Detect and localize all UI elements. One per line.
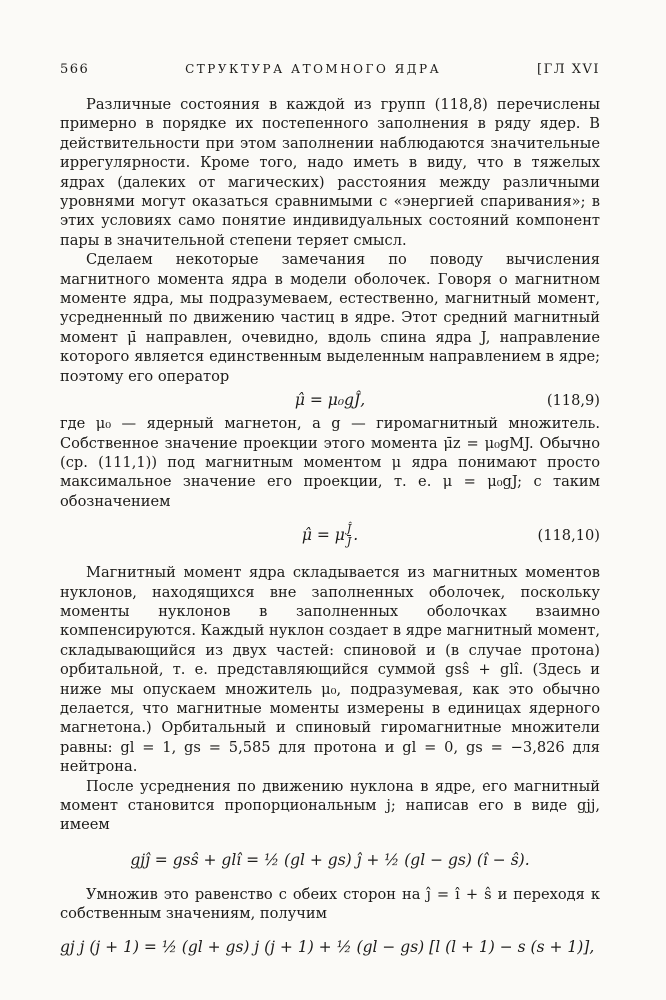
equation-118-9 xyxy=(60,388,600,412)
paragraph-6: Умножив это равенство с обеих сторон на ĵ = î + ŝ и переходя к собственным значениям, получим xyxy=(60,885,600,923)
equation-118-9-number: (118,9) xyxy=(546,391,600,409)
equation-118-10-tail: . xyxy=(353,526,359,545)
equation-eigenvalues xyxy=(60,930,600,964)
running-header xyxy=(60,62,600,77)
page-number: 566 xyxy=(60,62,90,77)
equation-eigenvalues-body: gj j (j + 1) = ½ (gl + gs) j (j + 1) + ½ (gl − gs) [l (l + 1) − s (s + 1)], xyxy=(60,937,595,956)
fraction-denominator: J xyxy=(346,534,352,548)
equation-gj xyxy=(60,843,600,877)
equation-118-10-number: (118,10) xyxy=(537,526,600,544)
paragraph-5: После усреднения по движению нуклона в ядре, его магнитный момент становится пропорциональным j; написав его в виде gjj, имеем xyxy=(60,777,600,834)
running-title: СТРУКТУРА АТОМНОГО ЯДРА xyxy=(185,62,442,76)
paragraph-4: Магнитный момент ядра складывается из магнитных моментов нуклонов, находящихся вне заполненных оболочек, поскольку моменты нуклонов в заполненных оболочках взаимно компенсируются. Каждый нуклон создает в ядре магнитный момент, складывающийся из двух частей: спиновой и (в случае протона) орбитальной, т. е. представляющийся суммой gsŝ + glî. (Здесь и ниже мы опускаем множитель μ₀, подразумевая, как это обычно делается, что магнитные моменты измерены в единицах ядерного магнетона.) Орбитальный и спиновый гиромагнитные множители равны: gl = 1, gs = 5,585 для протона и gl = 0, gs = −3,826 для нейтрона. xyxy=(60,564,600,776)
equation-118-10 xyxy=(60,517,600,553)
paragraph-3: где μ₀ — ядерный магнетон, а g — гиромагнитный множитель. Собственное значение проекции этого момента μ̄z = μ₀gMJ. Обычно (ср. (111,1)) под магнитным моментом μ ядра понимают просто максимальное значение его проекции, т. е. μ = μ₀gJ; с таким обозначением xyxy=(60,415,600,510)
equation-gj-body: gjĵ = gsŝ + glî = ½ (gl + gs) ĵ + ½ (gl − gs) (î − ŝ). xyxy=(130,850,530,869)
equation-118-10-fraction xyxy=(347,523,351,548)
paragraph-2: Сделаем некоторые замечания по поводу вычисления магнитного момента ядра в модели оболочек. Говоря о магнитном моменте ядра, мы подразумеваем, естественно, магнитный момент, усредненный по движению частиц в ядре. Этот средний магнитный момент μ̄ направлен, очевидно, вдоль спина ядра J, направление которого является единственным выделенным направлением в ядре; поэтому его оператор xyxy=(60,251,600,385)
paragraph-1: Различные состояния в каждой из групп (118,8) перечислены примерно в порядке их постепенного заполнения в ряду ядер. В действительности при этом заполнении наблюдаются значительные иррегулярности. Кроме того, надо иметь в виду, что в тяжелых ядрах (далеких от магических) расстояния между различными уровнями могут оказаться сравнимыми с «энергией спаривания»; в этих условиях само понятие индивидуальных состояний компонент пары в значительной степени теряет смысл. xyxy=(60,96,600,249)
chapter-label: [ГЛ XVI xyxy=(537,62,600,77)
book-page xyxy=(60,62,600,964)
equation-118-9-body: μ̂ = μ₀gĴ, xyxy=(294,391,366,410)
equation-118-10-lhs: μ̂ = μ xyxy=(301,526,345,545)
fraction-numerator: Ĵ xyxy=(346,521,352,535)
